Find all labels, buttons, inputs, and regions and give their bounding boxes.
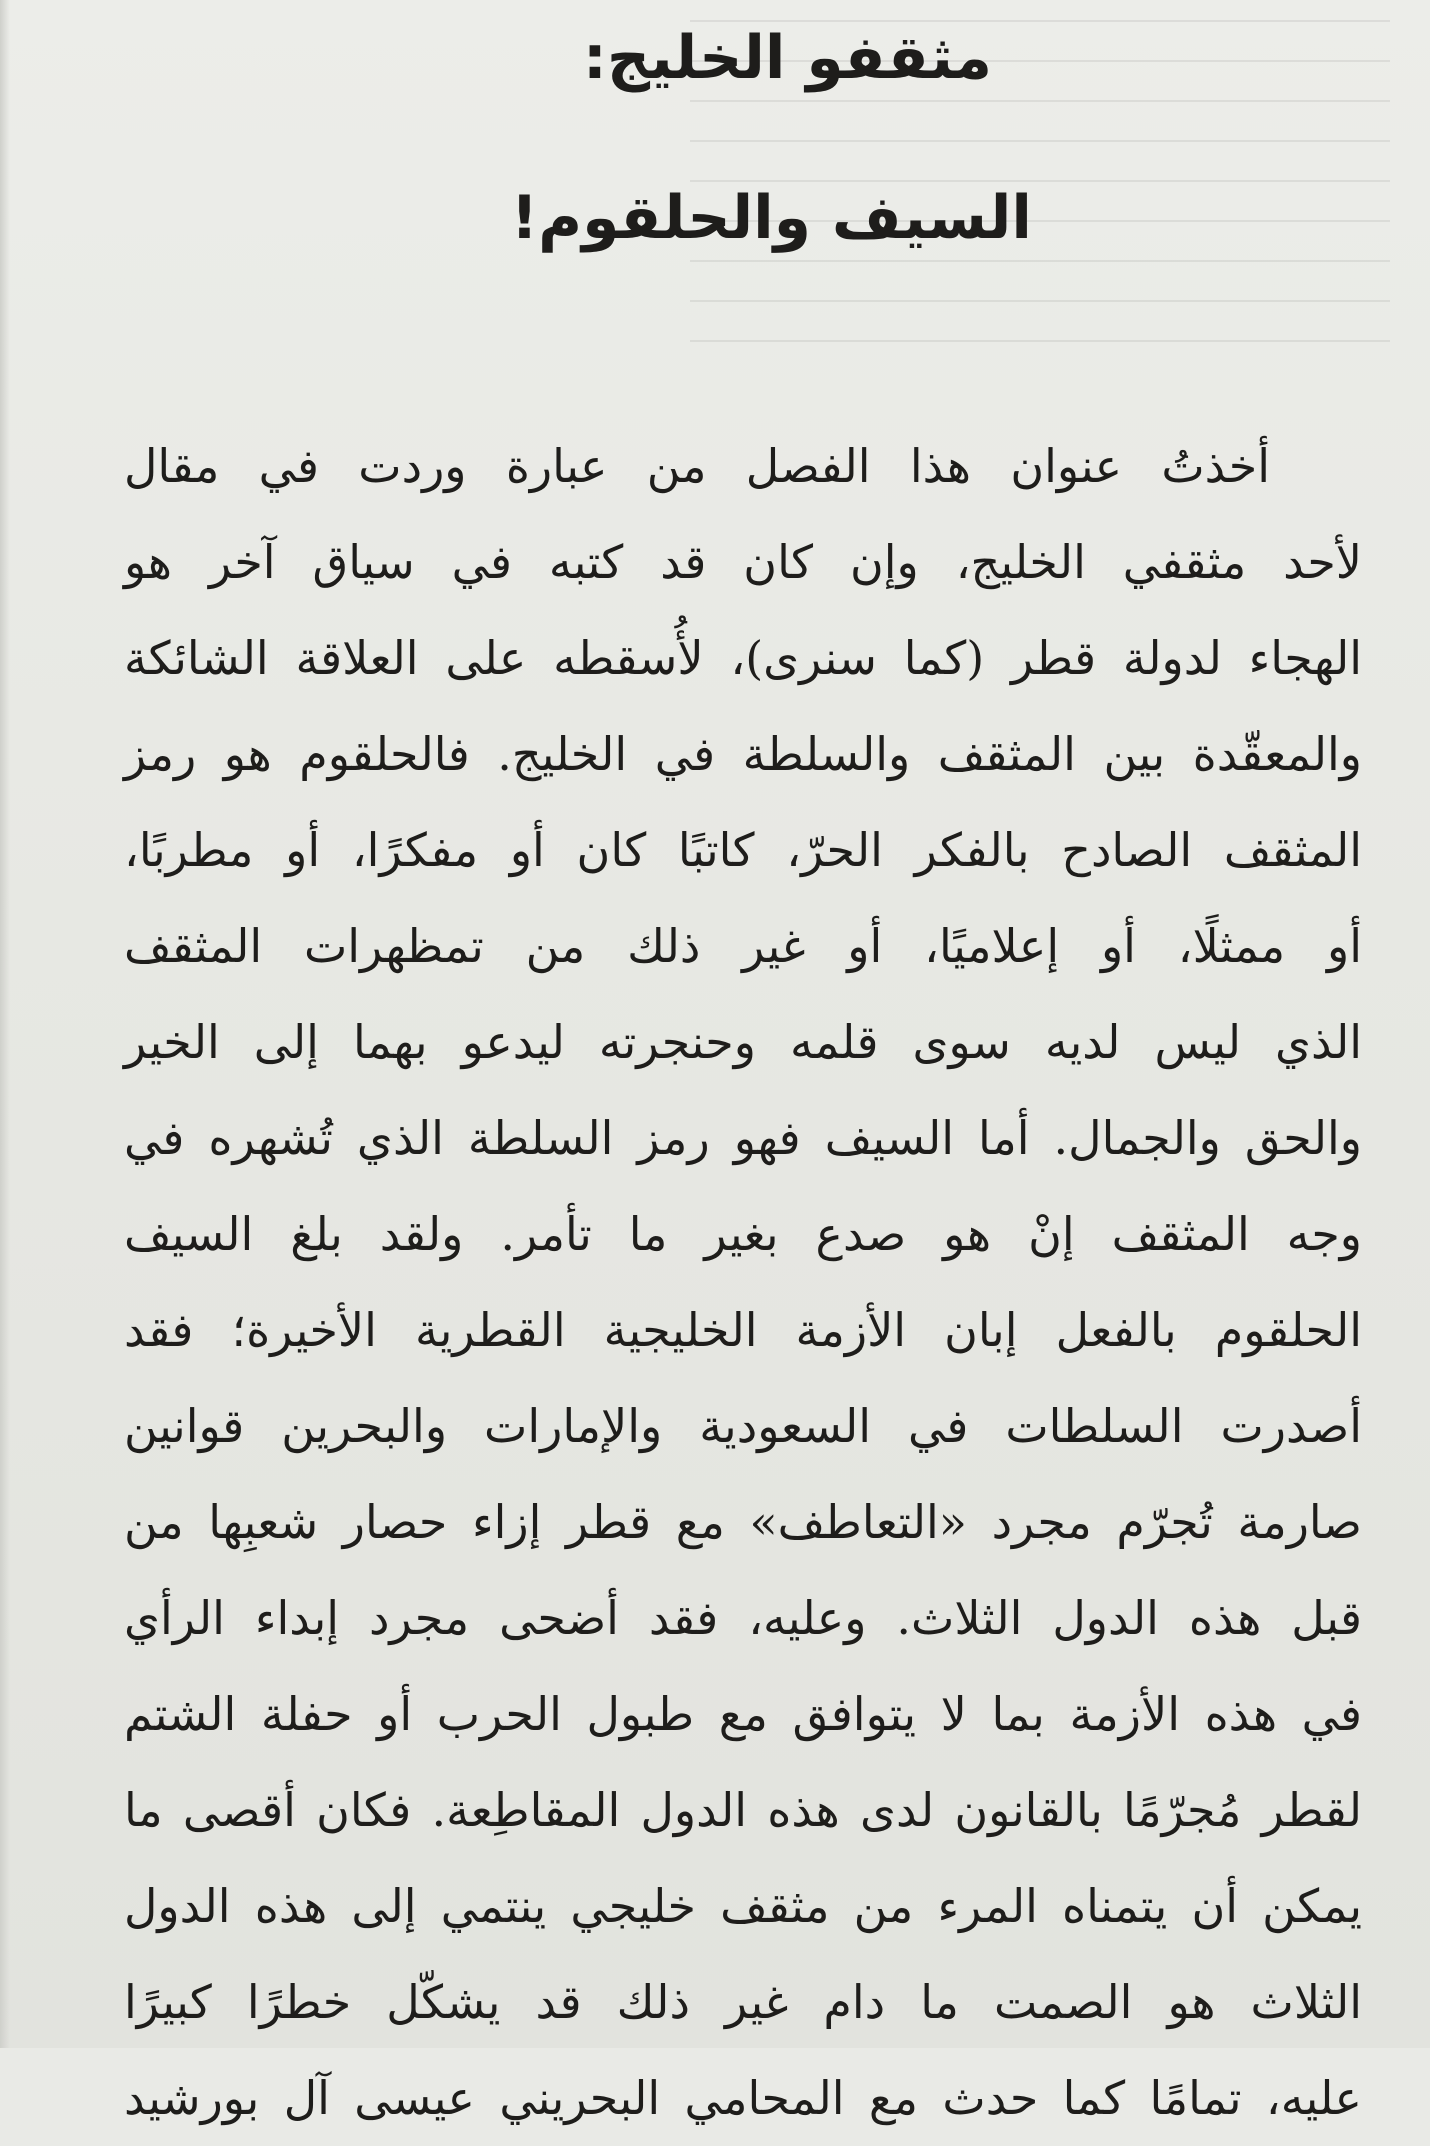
chapter-title-line-1: مثقفو الخليج:: [582, 23, 992, 93]
text-line: الحلقوم بالفعل إبان الأزمة الخليجية القطرية الأخيرة؛ فقد: [124, 1303, 1362, 1357]
chapter-title: [0, 23, 1430, 278]
chapter-title-line-2: السيف والحلقوم!: [510, 183, 1032, 253]
text-line: لأحد مثقفي الخليج، وإن كان قد كتبه في سياق آخر هو: [124, 535, 1362, 589]
text-line: المثقف الصادح بالفكر الحرّ، كاتبًا كان أو مفكرًا، أو مطربًا،: [124, 823, 1362, 877]
text-line: أو ممثلًا، أو إعلاميًا، أو غير ذلك من تمظهرات المثقف: [124, 919, 1362, 973]
text-line: الثلاث هو الصمت ما دام غير ذلك قد يشكّل خطرًا كبيرًا: [124, 1975, 1362, 2029]
text-line: صارمة تُجرّم مجرد «التعاطف» مع قطر إزاء حصار شعبِها من: [124, 1495, 1362, 1549]
text-line: يمكن أن يتمناه المرء من مثقف خليجي ينتمي إلى هذه الدول: [124, 1879, 1362, 1933]
text-line: أخذتُ عنوان هذا الفصل من عبارة وردت في مقال: [124, 439, 1270, 493]
text-line: عليه، تمامًا كما حدث مع المحامي البحريني عيسى آل بورشيد: [124, 2071, 1362, 2125]
text-line: الذي ليس لديه سوى قلمه وحنجرته ليدعو بهما إلى الخير: [124, 1015, 1362, 1069]
text-line: والحق والجمال. أما السيف فهو رمز السلطة الذي تُشهره في: [124, 1111, 1362, 1165]
text-line: الهجاء لدولة قطر (كما سنرى)، لأُسقطه على العلاقة الشائكة: [124, 631, 1362, 685]
page-edge-shadow: [0, 0, 10, 2048]
text-line: في هذه الأزمة بما لا يتوافق مع طبول الحرب أو حفلة الشتم: [124, 1687, 1362, 1741]
body-paragraph: [124, 418, 1362, 2146]
text-line: وجه المثقف إنْ هو صدع بغير ما تأمر. ولقد بلغ السيف: [124, 1207, 1362, 1261]
text-line: قبل هذه الدول الثلاث. وعليه، فقد أضحى مجرد إبداء الرأي: [124, 1591, 1362, 1645]
text-line: أصدرت السلطات في السعودية والإمارات والبحرين قوانين: [124, 1399, 1362, 1453]
text-line: والمعقّدة بين المثقف والسلطة في الخليج. فالحلقوم هو رمز: [124, 727, 1362, 781]
text-line: لقطر مُجرّمًا بالقانون لدى هذه الدول المقاطِعة. فكان أقصى ما: [124, 1783, 1362, 1837]
